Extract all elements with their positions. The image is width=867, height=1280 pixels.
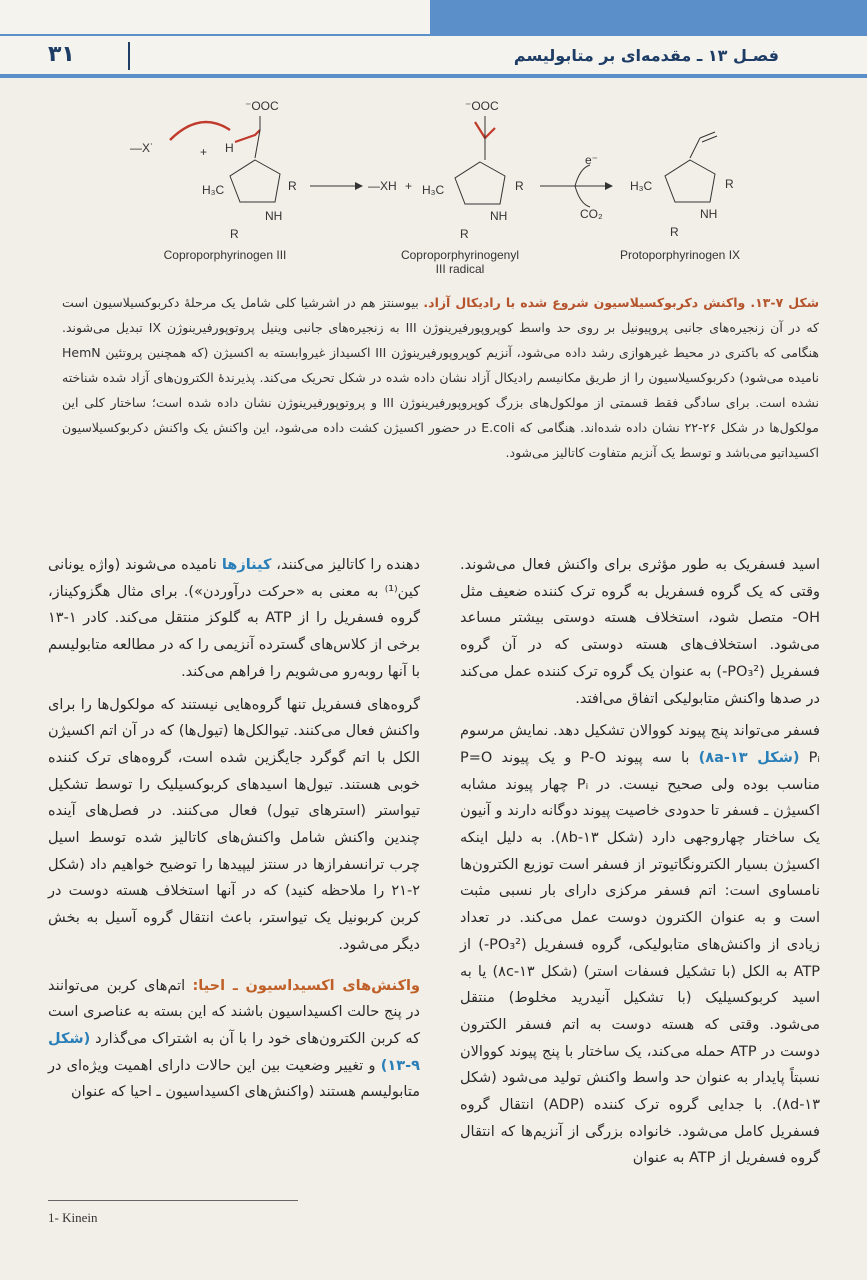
- xh-product: —XH: [368, 179, 397, 193]
- h3c: H₃C: [630, 179, 653, 193]
- text-span: و تغییر وضعیت بین این حالات دارای اهمیت ویژه‌ای در متابولیسم هستند (واکنش‌های اکسیداسیون ـ احیا که عنوان: [48, 1057, 420, 1101]
- paragraph: [48, 552, 420, 686]
- reaction-figure: [130, 90, 770, 280]
- page-number: ۳۱: [48, 42, 75, 67]
- nh-group: NH: [700, 207, 718, 221]
- molecule-label-2-line2: III radical: [435, 262, 485, 276]
- chapter-title: فصـل ۱۳ ـ مقدمه‌ای بر متابولیسم: [513, 46, 779, 65]
- header-divider: [128, 42, 130, 70]
- r-group: R: [460, 227, 469, 241]
- paragraph: اسید فسفریک به طور مؤثری برای واکنش فعال می‌شوند. وقتی که یک گروه فسفریل به گروه ترک کننده ضعیف مثل OH- متصل شود، استخلاف هسته دوستی بیشتر مساعد می‌شود. استخلاف‌های هسته دوستی که در آن گروه فسفریل (‎-PO₃²‎) به عنوان یک گروه ترک کننده عمل می‌کند در صدها واکنش متابولیکی اتفاق می‌افتد.: [460, 557, 820, 707]
- r-group: R: [288, 179, 297, 193]
- text-span: با سه پیوند P-O و یک پیوند P=O مناسب بوده ولی صحیح نیست. در Pᵢ چهار پیوند مشابه اکسیژن ـ فسفر تا حدودی خاصیت پیوند دوگانه دارند و آنیون یک ساختار چهاروجهی دارد (شکل ۸b-۱۳). به دلیل اینکه اکسیژن بسیار الکترونگاتیوتر از فسفر است توزیع الکترون‌ها نامساوی است: اتم فسفر مرکزی دارای بار نسبی مثبت است و به عنوان الکترون دوست عمل می‌کند. در تعداد زیادی از واکنش‌های متابولیکی، گروه فسفریل (‎-PO₃²‎) از ATP به الکل (با تشکیل فسفات استر) (شکل ۸c-۱۳) یا به اسید کربوکسیلیک (با تشکیل آنیدرید مخلوط) منتقل می‌شود. وقتی که هسته دوست به اتم فسفر الکترون دوست در ATP حمله می‌کند، یک ساختار با پنج پیوند کووالان نسبتاً پایدار به عنوان حد واسط واکنش تولید می‌شود (شکل ۸d-۱۳). با جدایی گروه ترک کننده (ADP) انتقال گروه فسفریل کامل می‌شود. خانواده بزرگی از آنزیم‌ها که انتقال گروه فسفریل از ATP به عنوان: [460, 749, 821, 1167]
- r-group: R: [725, 177, 734, 191]
- section-heading: واکنش‌های اکسیداسیون ـ احیا:: [192, 977, 420, 994]
- electron: e⁻: [585, 153, 599, 167]
- text-span: نامیده می‌شوند (واژه یونانی کین⁽¹⁾ به معنی به «حرکت درآوردن»). برای مثال هگزوکیناز، گروه فسفریل را از ATP به گلوکز منتقل می‌کند. کادر ۱-۱۳ برخی از کلاس‌های گسترده آنزیمی را که در مطالعه متابولیسم با آنها روبه‌رو می‌شویم را فراهم می‌کند.: [48, 557, 420, 680]
- caption-body: بیوسنتز هم در اشرشیا کلی شامل یک مرحلهٔ دکربوکسیلاسیون است که در آن زنجیره‌های جانبی پروپیونیل بر روی حد واسط کوپروپورفیرینوژن III به زنجیره‌های جانبی وینیل پروتوپورفیرینوژن IX تبدیل می‌شوند. هنگامی که باکتری در محیط غیرهوازی رشد داده می‌شود، آنزیم کوپروپورفیرینوژن III اکسیداز غیروابسته به اکسیژن (که همچنین پروتئین HemN نامیده می‌شود) دکربوکسیلاسیون را از طریق مکانیسم رادیکال آزاد نشان داده شده در شکل تحریک می‌کند. پذیرندهٔ الکترون‌های آزاد شده شناخته نشده است. برای سادگی فقط قسمتی از مولکول‌های بزرگ کوپروپورفیرینوژن III و پروتوپورفیرینوژن نشان داده شده است؛ ساختار کلی این مولکول‌ها در شکل ۲۶-۲۲ نشان داده شده‌اند. هنگامی که E.coli در حضور اکسیژن کشت داده می‌شود، این واکنش یک واکنش دکربوکسیلاسیون اکسیداتیو می‌باشد و توسط یک آنزیم متفاوت کاتالیز می‌شود.: [62, 295, 820, 460]
- nh-group: NH: [490, 209, 508, 223]
- h-atom: H: [225, 141, 234, 155]
- figure-link[interactable]: (شکل ۹-۱۳): [48, 1030, 420, 1074]
- red-arrow: [170, 122, 230, 140]
- arrowhead: [355, 182, 363, 190]
- carboxylate: ⁻OOC: [245, 99, 279, 113]
- header-blue-strip: [430, 0, 867, 34]
- r-group: R: [515, 179, 524, 193]
- column-right: [460, 552, 820, 1178]
- carboxylate: ⁻OOC: [465, 99, 499, 113]
- molecule-label-2: [370, 248, 550, 276]
- radical-arrow: [235, 130, 260, 142]
- footnote-rule: [48, 1200, 298, 1201]
- nh-group: NH: [265, 209, 283, 223]
- arrowhead: [605, 182, 613, 190]
- pyrrole-ring-2: [455, 162, 505, 204]
- text-span: اتم‌های کربن می‌توانند در پنج حالت اکسیداسیون باشند که این بسته به عناصری است که کربن الکترون‌های خود را با آن به اشتراک می‌گذارد: [48, 977, 420, 1047]
- paragraph: [48, 973, 420, 1107]
- text-span: فسفر می‌تواند پنج پیوند کووالان تشکیل دهد. نمایش مرسوم Pᵢ: [460, 723, 821, 766]
- x-radical: —X˙: [130, 141, 154, 155]
- molecule-label-3: Protoporphyrinogen IX: [619, 248, 741, 262]
- h3c: H₃C: [202, 183, 225, 197]
- r-group: R: [230, 227, 239, 241]
- column-left: [48, 552, 420, 1112]
- term-link[interactable]: کینازها: [221, 557, 272, 573]
- paragraph: گروه‌های فسفریل تنها گروه‌هایی نیستند که مولکول‌ها را برای واکنش فعال می‌کنند. تیوالکل‌ها (تیول‌ها) که در آن اتم اکسیژن الکل با اتم گوگرد جایگزین شده است، گروه‌های ترک کننده خوبی هستند. تیول‌ها اسیدهای کربوکسیلیک را توسط تشکیل تیواستر (استرهای تیول) فعال می‌کنند. در فصل‌های آینده چندین واکنش شامل واکنش‌های کاتالیز شده توسط اسیل چرب ترانسفرازها در سنتز لیپیدها را توضیح خواهیم داد (شکل ۲-۲۱ را ملاحظه کنید) که در آنها استخلاف هسته دوست در کربن کربونیل یک تیواستر، باعث انتقال گروه آسیل به بخش دیگر می‌شود.: [48, 696, 420, 953]
- footnote: 1- Kinein: [48, 1210, 98, 1225]
- paragraph: [460, 718, 820, 1172]
- molecule-label-1: Coproporphyrinogen III: [163, 248, 287, 262]
- pyrrole-ring-1: [230, 160, 280, 202]
- h3c: H₃C: [422, 183, 445, 197]
- text-span: دهنده را کاتالیز می‌کنند،: [271, 557, 420, 573]
- caption-title: شکل ۷-۱۳. واکنش دکربوکسیلاسیون شروع شده با رادیکال آزاد.: [423, 295, 820, 310]
- plus-sign: +: [405, 179, 413, 193]
- co2: CO₂: [580, 207, 603, 221]
- plus-sign: +: [200, 145, 208, 159]
- r-group: R: [670, 225, 679, 239]
- pyrrole-ring-3: [665, 160, 715, 202]
- figure-link[interactable]: (شکل ۸a-۱۳): [698, 749, 800, 766]
- molecule-label-2-line1: Coproporphyrinogenyl: [400, 248, 520, 262]
- figure-caption: [62, 290, 819, 465]
